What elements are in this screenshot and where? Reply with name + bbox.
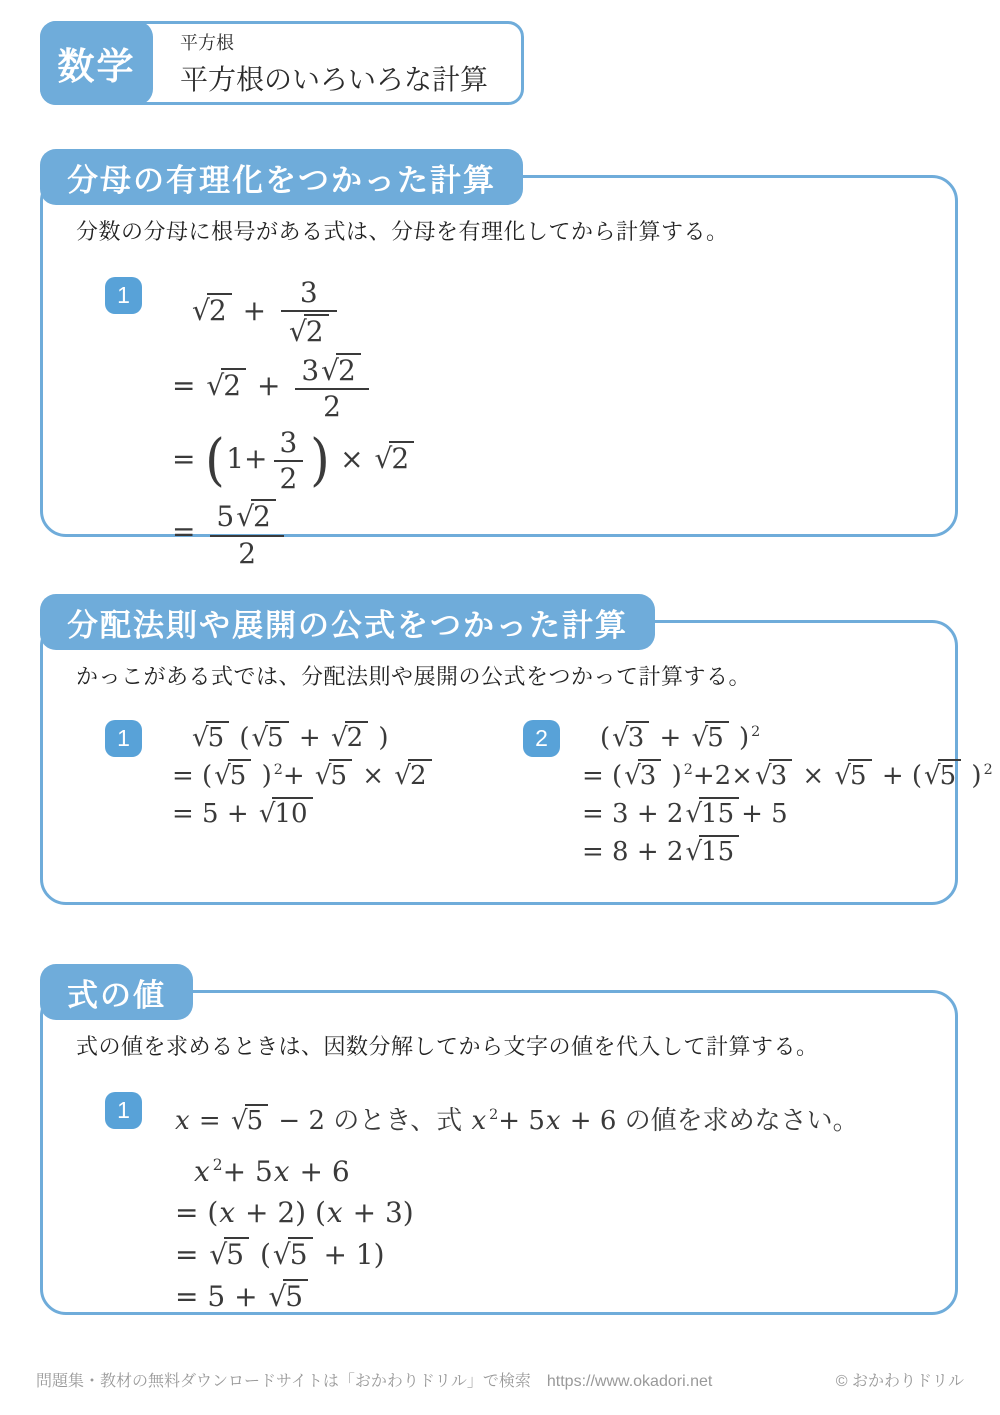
math-text: = 5 + bbox=[172, 799, 257, 829]
math-superscript: 2 bbox=[273, 761, 283, 778]
math-text: ) bbox=[963, 761, 982, 791]
math-line bbox=[582, 759, 993, 791]
math-text: + 6 の値を求めなさい。 bbox=[561, 1106, 859, 1136]
math-text: = bbox=[175, 1238, 208, 1271]
radical-sign: √ bbox=[691, 723, 709, 753]
math-text: ( bbox=[600, 723, 611, 753]
footer-copyright: © おかわりドリル bbox=[835, 1373, 964, 1390]
radical-sign: √ bbox=[258, 799, 276, 829]
math-superscript: 2 bbox=[489, 1106, 499, 1123]
section-distributive bbox=[40, 607, 993, 905]
footer-url: https://www.okadori.net bbox=[546, 1373, 713, 1390]
section-heading-badge: 式の値 bbox=[40, 964, 193, 1020]
radical-sign: √ bbox=[268, 1280, 287, 1313]
math-line bbox=[175, 1155, 955, 1188]
radicand: 5 bbox=[206, 721, 230, 751]
sqrt-radical bbox=[834, 759, 871, 791]
sqrt-radical bbox=[252, 721, 289, 753]
close-paren: ) bbox=[310, 427, 331, 493]
header-text bbox=[150, 24, 488, 102]
math-superscript: 2 bbox=[212, 1155, 223, 1174]
radicand: 2 bbox=[408, 759, 432, 789]
radical-sign: √ bbox=[321, 353, 339, 387]
sqrt-radical bbox=[321, 353, 361, 385]
radicand: 3 bbox=[769, 759, 793, 789]
radicand: 2 bbox=[336, 353, 361, 385]
section-heading-badge: 分母の有理化をつかった計算 bbox=[40, 149, 523, 205]
sqrt-radical bbox=[394, 759, 431, 791]
sqrt-radical bbox=[331, 721, 368, 753]
math-text: = ( bbox=[582, 761, 623, 791]
sqrt-radical bbox=[685, 835, 739, 867]
section-description: かっこがある式では、分配法則や展開の公式をつかって計算する。 bbox=[76, 665, 752, 690]
sqrt-radical bbox=[231, 1104, 268, 1136]
math-line bbox=[175, 1237, 955, 1271]
example-number-badge: 1 bbox=[105, 720, 142, 757]
math-text: + bbox=[248, 368, 290, 402]
math-variable: x bbox=[471, 1106, 487, 1136]
math-text: + 5 bbox=[222, 1155, 273, 1188]
radical-sign: √ bbox=[612, 723, 629, 753]
math-superscript: 2 bbox=[751, 723, 761, 740]
sqrt-radical bbox=[273, 1237, 313, 1271]
math-text: = bbox=[172, 515, 205, 549]
radical-sign: √ bbox=[685, 799, 703, 829]
math-text: 3 bbox=[279, 425, 298, 459]
section-description: 分数の分母に根号がある式は、分母を有理化してから計算する。 bbox=[76, 220, 729, 245]
section-description: 式の値を求めるときは、因数分解してから文字の値を代入して計算する。 bbox=[76, 1035, 819, 1060]
radical-sign: √ bbox=[206, 368, 225, 402]
math-line bbox=[582, 797, 993, 829]
radicand: 3 bbox=[638, 759, 662, 789]
radical-sign: √ bbox=[331, 723, 348, 753]
radical-sign: √ bbox=[192, 723, 209, 753]
math-lines bbox=[172, 715, 434, 835]
section-expression-value bbox=[40, 977, 958, 1315]
example bbox=[43, 272, 955, 574]
math-text: = bbox=[172, 368, 205, 402]
math-line bbox=[172, 721, 434, 753]
radicand: 2 bbox=[221, 368, 246, 400]
radicand: 3 bbox=[626, 721, 650, 751]
sqrt-radical bbox=[236, 499, 276, 534]
example bbox=[463, 715, 993, 873]
sqrt-radical bbox=[259, 797, 313, 829]
radicand: 5 bbox=[228, 759, 252, 789]
math-text: + ( bbox=[873, 761, 923, 791]
math-text: +2× bbox=[692, 761, 753, 791]
radicand: 2 bbox=[304, 314, 329, 346]
sqrt-radical bbox=[288, 314, 329, 349]
radicand: 5 bbox=[265, 721, 289, 751]
fraction bbox=[295, 353, 369, 422]
math-text: + 1) bbox=[314, 1238, 385, 1271]
math-line bbox=[582, 835, 993, 867]
radical-sign: √ bbox=[236, 500, 255, 534]
radicand: 5 bbox=[705, 721, 729, 751]
math-line bbox=[172, 797, 434, 829]
math-text: × bbox=[354, 761, 393, 791]
math-superscript: 2 bbox=[683, 761, 693, 778]
math-text: = ( bbox=[172, 761, 213, 791]
math-line bbox=[175, 1196, 955, 1229]
radical-sign: √ bbox=[394, 761, 411, 791]
open-paren: ( bbox=[205, 427, 226, 493]
examples-row bbox=[43, 715, 993, 873]
math-text: 2 bbox=[323, 390, 341, 424]
math-text: ) bbox=[663, 761, 682, 791]
math-line bbox=[172, 353, 416, 422]
sqrt-radical bbox=[214, 759, 251, 791]
math-line bbox=[582, 721, 993, 753]
problem-statement bbox=[174, 1094, 859, 1143]
math-text: ) bbox=[730, 723, 750, 753]
math-variable: x bbox=[175, 1106, 190, 1136]
math-text: + bbox=[651, 723, 690, 753]
math-text: = bbox=[172, 441, 205, 475]
math-line bbox=[172, 278, 416, 347]
section-rationalization bbox=[40, 162, 958, 570]
math-text: + 3) bbox=[343, 1196, 414, 1229]
fraction-numerator bbox=[210, 499, 284, 536]
math-text: ) bbox=[370, 723, 389, 753]
math-line bbox=[174, 1100, 859, 1137]
math-text: + bbox=[233, 293, 275, 327]
example bbox=[43, 715, 463, 873]
math-text: 2 bbox=[279, 461, 298, 495]
math-text: + 5 bbox=[498, 1106, 545, 1136]
math-text: 1+ bbox=[226, 441, 268, 475]
math-text: 5 bbox=[216, 500, 235, 534]
sqrt-radical bbox=[685, 797, 739, 829]
radicand: 15 bbox=[699, 835, 739, 865]
math-text: + bbox=[290, 723, 329, 753]
math-text: ) bbox=[253, 761, 272, 791]
math-text: + 2) ( bbox=[236, 1196, 326, 1229]
subject-label: 数学 bbox=[57, 46, 136, 87]
math-superscript: 2 bbox=[983, 761, 993, 778]
radicand: 5 bbox=[224, 1237, 249, 1269]
fraction bbox=[274, 425, 304, 495]
radical-sign: √ bbox=[192, 293, 210, 327]
radicand: 5 bbox=[283, 1279, 308, 1311]
sqrt-radical bbox=[612, 721, 649, 753]
math-variable: x bbox=[219, 1196, 236, 1229]
example-number-badge: 1 bbox=[105, 1092, 142, 1129]
fraction-numerator bbox=[295, 353, 369, 390]
sqrt-radical bbox=[374, 441, 414, 475]
math-text: + 5 bbox=[741, 799, 788, 829]
example-number-badge: 2 bbox=[523, 720, 560, 757]
radical-sign: √ bbox=[834, 761, 852, 791]
fraction-numerator bbox=[281, 278, 337, 312]
radicand: 5 bbox=[848, 759, 872, 789]
radicand: 5 bbox=[938, 759, 962, 789]
unit-label: 平方根 bbox=[180, 32, 234, 53]
section-heading-badge: 分配法則や展開の公式をつかった計算 bbox=[40, 594, 655, 650]
math-variable: x bbox=[273, 1155, 290, 1188]
radical-sign: √ bbox=[314, 761, 332, 791]
radical-sign: √ bbox=[231, 1106, 248, 1136]
sqrt-radical bbox=[206, 368, 246, 402]
radicand: 5 bbox=[329, 759, 353, 789]
radical-sign: √ bbox=[924, 761, 941, 791]
math-variable: x bbox=[326, 1196, 343, 1229]
sqrt-radical bbox=[268, 1279, 308, 1313]
math-text: = 3 + 2 bbox=[582, 799, 684, 829]
footer bbox=[36, 1368, 964, 1391]
math-text: − 2 のとき、式 bbox=[270, 1106, 471, 1136]
paren-content bbox=[226, 425, 309, 495]
footer-note: 問題集・教材の無料ダウンロードサイトは「おかわりドリル」で検索 bbox=[36, 1373, 531, 1390]
sqrt-radical bbox=[209, 1237, 249, 1271]
footer-left bbox=[36, 1368, 712, 1391]
math-text: = ( bbox=[175, 1196, 219, 1229]
worksheet-title: 平方根のいろいろな計算 bbox=[180, 63, 489, 95]
fraction-denominator bbox=[210, 537, 284, 568]
math-text: + bbox=[282, 761, 313, 791]
fraction-denominator bbox=[295, 390, 369, 424]
math-line bbox=[172, 759, 434, 791]
math-text: × bbox=[794, 761, 833, 791]
radicand: 2 bbox=[251, 499, 276, 531]
math-lines bbox=[582, 715, 993, 873]
math-line bbox=[172, 425, 416, 495]
work-lines bbox=[175, 1155, 955, 1313]
fraction-denominator bbox=[274, 462, 304, 493]
sqrt-radical bbox=[692, 721, 729, 753]
sqrt-radical bbox=[755, 759, 792, 791]
radical-sign: √ bbox=[754, 761, 772, 791]
radical-sign: √ bbox=[209, 1238, 228, 1271]
radical-sign: √ bbox=[251, 723, 269, 753]
math-variable: x bbox=[194, 1155, 210, 1188]
radicand: 2 bbox=[389, 441, 414, 473]
radicand: 5 bbox=[288, 1237, 313, 1269]
sqrt-radical bbox=[192, 293, 232, 327]
subject-badge bbox=[40, 21, 153, 105]
fraction bbox=[210, 499, 284, 568]
radical-sign: √ bbox=[214, 761, 231, 791]
math-text: 3 bbox=[299, 276, 318, 309]
fraction-numerator bbox=[274, 425, 304, 462]
radical-sign: √ bbox=[272, 1238, 291, 1271]
math-line bbox=[175, 1279, 955, 1313]
radical-sign: √ bbox=[685, 837, 703, 867]
math-text: = bbox=[190, 1106, 229, 1136]
example-number-badge: 1 bbox=[105, 277, 142, 314]
math-text: 3 bbox=[301, 353, 320, 387]
sqrt-radical bbox=[924, 759, 961, 791]
sqrt-radical bbox=[192, 721, 229, 753]
radicand: 2 bbox=[207, 293, 232, 325]
math-text: ( bbox=[251, 1238, 271, 1271]
radicand: 5 bbox=[245, 1104, 269, 1134]
radicand: 10 bbox=[272, 797, 312, 827]
radicand: 15 bbox=[699, 797, 739, 827]
math-text: ( bbox=[231, 723, 250, 753]
math-variable: x bbox=[545, 1106, 561, 1136]
fraction bbox=[281, 278, 337, 347]
math-text: × bbox=[331, 441, 373, 475]
radical-sign: √ bbox=[374, 441, 393, 475]
sqrt-radical bbox=[624, 759, 661, 791]
problem bbox=[43, 1087, 955, 1143]
math-text: 2 bbox=[238, 536, 257, 570]
radicand: 2 bbox=[345, 721, 369, 751]
math-text: + 6 bbox=[290, 1155, 350, 1188]
math-line bbox=[172, 499, 416, 568]
math-text: = 8 + 2 bbox=[582, 837, 684, 867]
fraction-denominator bbox=[281, 312, 337, 349]
math-lines bbox=[172, 272, 416, 574]
math-text: = 5 + bbox=[175, 1280, 267, 1313]
radical-sign: √ bbox=[624, 761, 641, 791]
header bbox=[40, 21, 524, 105]
sqrt-radical bbox=[315, 759, 352, 791]
radical-sign: √ bbox=[288, 315, 307, 349]
